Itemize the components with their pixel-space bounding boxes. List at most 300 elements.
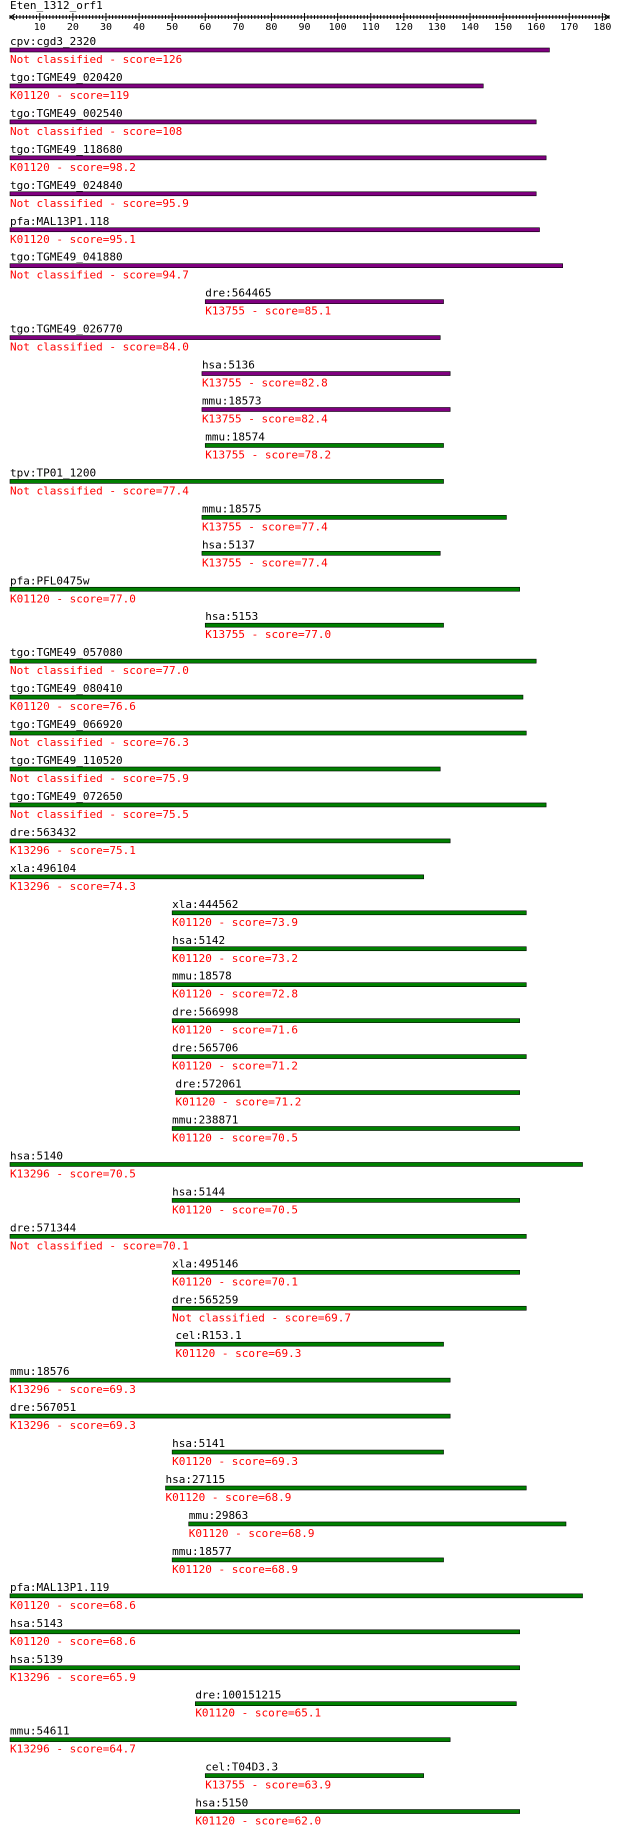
- hit-row: [172, 1185, 519, 1216]
- alignment-bar[interactable]: [172, 983, 526, 987]
- hit-row: [202, 502, 506, 533]
- alignment-bar[interactable]: [10, 1666, 520, 1670]
- alignment-bar[interactable]: [10, 731, 526, 735]
- hit-ko: K01120: [165, 1491, 206, 1504]
- hit-ko: K01120: [172, 1059, 212, 1073]
- hit-ko: K01120: [188, 1526, 229, 1540]
- hit-score-label: [202, 520, 328, 533]
- score-prefix: - score=: [49, 1383, 110, 1397]
- hit-ko: K01120: [175, 1095, 216, 1109]
- hit-ko: Not classified: [10, 664, 103, 678]
- score-prefix: - score=: [241, 556, 302, 570]
- hit-row: [205, 610, 443, 641]
- hit-id[interactable]: hsa:5144: [172, 1185, 226, 1199]
- hit-ko: Not classified: [172, 1311, 265, 1325]
- score-prefix: - score=: [245, 304, 305, 318]
- alignment-bar[interactable]: [10, 1738, 450, 1742]
- hit-score-label: [189, 1527, 315, 1540]
- hit-row: [10, 1653, 520, 1684]
- score-prefix: - score=: [102, 736, 163, 750]
- alignment-bar[interactable]: [10, 264, 563, 268]
- alignment-bar[interactable]: [166, 1486, 527, 1490]
- hit-id[interactable]: hsa:5141: [172, 1437, 226, 1451]
- hit-id[interactable]: mmu:18576: [10, 1365, 70, 1379]
- query-title: Eten_1312_orf1: [10, 0, 103, 12]
- hit-score-label: [205, 1779, 331, 1792]
- hit-ko: K13755: [205, 628, 246, 642]
- hit-score: 68.9: [264, 1491, 292, 1504]
- hit-id[interactable]: tgo:TGME49_020420: [10, 70, 123, 84]
- alignment-bar[interactable]: [10, 228, 540, 232]
- hit-score-label: [202, 377, 328, 390]
- alignment-bar[interactable]: [195, 1810, 519, 1814]
- hit-row: [10, 323, 440, 354]
- hit-score: 77.4: [301, 556, 328, 570]
- score-prefix: - score=: [49, 700, 110, 714]
- hit-id[interactable]: tgo:TGME49_057080: [10, 646, 123, 660]
- hit-id[interactable]: tpv:TP01_1200: [10, 466, 97, 480]
- hit-score: 85.1: [304, 304, 332, 318]
- hit-score: 77.4: [301, 520, 328, 534]
- axis-tick-label: 10: [33, 22, 46, 33]
- hit-id[interactable]: hsa:5142: [172, 933, 226, 947]
- alignment-bar[interactable]: [172, 1055, 526, 1059]
- alignment-bar[interactable]: [10, 1630, 520, 1634]
- hit-id[interactable]: hsa:5153: [205, 610, 259, 624]
- hit-score: 75.9: [162, 772, 189, 785]
- position-axis: [10, 13, 611, 33]
- hit-score: 126: [162, 53, 183, 66]
- axis-tick-label: 30: [99, 22, 112, 33]
- hit-ko: K13755: [205, 304, 246, 318]
- hit-id[interactable]: dre:565706: [172, 1041, 239, 1055]
- axis-tick-label: 170: [560, 22, 579, 33]
- alignment-bar[interactable]: [202, 372, 450, 376]
- hit-id[interactable]: hsa:5140: [10, 1149, 63, 1163]
- hit-score: 77.0: [304, 628, 332, 642]
- score-prefix: - score=: [102, 772, 163, 785]
- alignment-bar[interactable]: [172, 1270, 519, 1274]
- hit-score-label: [10, 269, 189, 282]
- score-prefix: - score=: [211, 1059, 272, 1073]
- hit-id[interactable]: xla:495146: [172, 1257, 239, 1271]
- axis-tick-label: 130: [427, 22, 446, 33]
- score-prefix: - score=: [241, 520, 302, 534]
- hit-score: 69.3: [109, 1383, 136, 1397]
- axis-tick-label: 180: [593, 22, 612, 33]
- hit-ko: K13296: [10, 1383, 50, 1397]
- alignment-bar[interactable]: [10, 1378, 450, 1382]
- alignment-bar[interactable]: [10, 479, 444, 483]
- hit-score-label: [10, 664, 189, 677]
- alignment-bar[interactable]: [10, 839, 450, 843]
- hit-score-label: [205, 628, 331, 641]
- hit-score: 75.1: [109, 843, 136, 857]
- hit-id[interactable]: dre:100151215: [195, 1688, 282, 1702]
- alignment-bar[interactable]: [189, 1522, 566, 1526]
- hit-score-label: [10, 772, 189, 785]
- score-prefix: - score=: [49, 232, 110, 246]
- alignment-bar[interactable]: [10, 587, 520, 591]
- alignment-bar[interactable]: [172, 947, 526, 951]
- hit-id[interactable]: xla:496104: [10, 861, 77, 875]
- hit-score-label: [10, 1599, 136, 1612]
- score-prefix: - score=: [102, 53, 163, 66]
- hit-score-label: [10, 1743, 136, 1756]
- hit-ko: Not classified: [10, 1239, 103, 1253]
- score-prefix: - score=: [241, 376, 302, 390]
- score-prefix: - score=: [215, 1347, 275, 1361]
- alignment-bar[interactable]: [172, 1450, 443, 1454]
- hit-row: [10, 1617, 520, 1648]
- hit-score-label: [10, 1383, 136, 1396]
- hit-row: [202, 538, 440, 569]
- hit-score-label: [10, 1167, 136, 1180]
- score-prefix: - score=: [235, 1706, 295, 1720]
- hit-id[interactable]: dre:572061: [175, 1077, 242, 1091]
- hit-score: 69.3: [274, 1347, 302, 1361]
- hit-id[interactable]: xla:444562: [172, 897, 239, 911]
- hit-ko: K01120: [10, 1598, 50, 1612]
- hit-score: 64.7: [109, 1742, 136, 1756]
- hit-ko: K01120: [172, 1275, 212, 1289]
- hit-row: [172, 898, 526, 929]
- hit-row: [172, 934, 526, 965]
- hit-row: [175, 1329, 443, 1360]
- hit-score: 76.3: [162, 736, 189, 750]
- hit-id[interactable]: hsa:5150: [195, 1796, 249, 1810]
- hit-id[interactable]: pfa:PFL0475w: [10, 574, 90, 588]
- score-prefix: - score=: [49, 843, 110, 857]
- hit-score: 70.5: [271, 1131, 299, 1145]
- alignment-bar[interactable]: [10, 1162, 583, 1166]
- hit-ko: K13755: [205, 1778, 246, 1792]
- alignment-bar[interactable]: [205, 300, 443, 304]
- axis-tick-label: 150: [494, 22, 513, 33]
- score-prefix: - score=: [211, 951, 272, 965]
- alignment-bar[interactable]: [205, 623, 443, 627]
- score-prefix: - score=: [49, 1670, 110, 1684]
- hit-id[interactable]: hsa:5137: [201, 538, 255, 552]
- hit-ko: Not classified: [10, 736, 103, 750]
- axis-tick-label: 160: [527, 22, 546, 33]
- hit-row: [10, 215, 540, 246]
- hit-ko: K13296: [10, 1419, 50, 1433]
- hit-ko: K01120: [10, 232, 50, 246]
- score-prefix: - score=: [241, 412, 302, 426]
- hit-score: 77.0: [162, 664, 189, 678]
- hit-score: 108: [162, 124, 183, 138]
- hit-ko: Not classified: [10, 53, 103, 66]
- hit-score-label: [10, 484, 189, 497]
- hit-id[interactable]: mmu:18573: [201, 394, 262, 408]
- hit-row: [10, 574, 520, 605]
- alignment-bar[interactable]: [10, 48, 549, 52]
- hit-score-label: [172, 1024, 298, 1037]
- alignment-bar[interactable]: [10, 120, 536, 124]
- hit-id[interactable]: dre:565259: [172, 1293, 239, 1307]
- hit-score: 69.3: [271, 1455, 299, 1469]
- hit-id[interactable]: tgo:TGME49_080410: [10, 682, 123, 696]
- hit-id[interactable]: cpv:cgd3_2320: [10, 35, 97, 48]
- hit-score-label: [172, 988, 298, 1001]
- hit-ko: K13296: [10, 843, 50, 857]
- hit-row: [10, 35, 549, 66]
- hit-row: [10, 466, 444, 497]
- hit-row: [172, 1042, 526, 1073]
- hit-ko: K01120: [172, 1023, 212, 1037]
- hit-row: [172, 1545, 443, 1576]
- hit-score-label: [172, 916, 298, 929]
- alignment-bar[interactable]: [202, 551, 440, 555]
- hit-id[interactable]: tgo:TGME49_118680: [10, 142, 123, 156]
- hit-score-label: [172, 1275, 298, 1288]
- hit-row: [172, 1006, 519, 1037]
- hit-score: 71.2: [274, 1095, 302, 1109]
- hit-row: [10, 646, 536, 677]
- score-prefix: - score=: [102, 807, 163, 821]
- alignment-bar[interactable]: [175, 1091, 519, 1095]
- hit-id[interactable]: tgo:TGME49_110520: [10, 754, 123, 767]
- hit-score: 77.0: [109, 592, 136, 606]
- score-prefix: - score=: [49, 88, 110, 102]
- hit-id[interactable]: mmu:18577: [172, 1544, 232, 1558]
- score-prefix: - score=: [102, 1239, 163, 1253]
- hit-id[interactable]: cel:R153.1: [175, 1329, 242, 1343]
- hit-score: 94.7: [162, 268, 189, 282]
- alignment-bar[interactable]: [10, 767, 440, 771]
- hit-id[interactable]: mmu:18574: [205, 430, 265, 444]
- hit-row: [195, 1689, 516, 1720]
- hit-score: 70.5: [109, 1167, 136, 1181]
- hit-row: [10, 1725, 450, 1756]
- score-prefix: - score=: [102, 484, 163, 498]
- hit-score: 65.1: [294, 1706, 322, 1720]
- alignment-bar[interactable]: [10, 1234, 526, 1238]
- score-prefix: - score=: [102, 196, 163, 210]
- hit-id[interactable]: dre:571344: [10, 1221, 77, 1235]
- hit-score-label: [10, 161, 136, 174]
- hit-ko: K01120: [10, 160, 50, 174]
- hit-score: 70.1: [162, 1239, 189, 1253]
- score-prefix: - score=: [49, 592, 110, 606]
- hit-score-label: [205, 448, 331, 461]
- alignment-bar[interactable]: [172, 1198, 519, 1202]
- hit-row: [202, 395, 450, 426]
- alignment-bar[interactable]: [10, 1414, 450, 1418]
- alignment-bar[interactable]: [175, 1342, 443, 1346]
- alignment-bar[interactable]: [10, 875, 424, 879]
- hit-score-label: [10, 89, 129, 102]
- hit-id[interactable]: dre:564465: [205, 286, 272, 300]
- hit-score-label: [10, 592, 136, 605]
- hit-score-label: [166, 1491, 292, 1504]
- hit-id[interactable]: pfa:MAL13P1.119: [10, 1580, 110, 1594]
- hit-row: [166, 1473, 527, 1504]
- hit-score: 77.4: [162, 484, 189, 498]
- hit-score: 65.9: [109, 1670, 136, 1684]
- hit-score-label: [195, 1707, 321, 1720]
- alignment-bar[interactable]: [205, 1774, 423, 1778]
- hit-id[interactable]: hsa:5139: [10, 1652, 63, 1666]
- hit-id[interactable]: mmu:54611: [10, 1724, 70, 1738]
- hit-id[interactable]: dre:566998: [172, 1005, 239, 1019]
- hit-score-label: [172, 1060, 298, 1073]
- score-prefix: - score=: [49, 879, 110, 893]
- score-prefix: - score=: [215, 1095, 275, 1109]
- hit-ko: K13296: [10, 879, 50, 893]
- alignment-bar[interactable]: [202, 408, 450, 412]
- axis-tick-label: 40: [133, 22, 146, 33]
- hit-ko: K01120: [172, 1455, 212, 1469]
- hit-score: 63.9: [304, 1778, 332, 1792]
- alignment-bar[interactable]: [10, 84, 483, 88]
- alignment-bar[interactable]: [195, 1702, 516, 1706]
- hit-ko: Not classified: [10, 484, 103, 498]
- score-prefix: - score=: [211, 1455, 272, 1469]
- alignment-bar[interactable]: [10, 156, 546, 160]
- hit-id[interactable]: tgo:TGME49_002540: [10, 106, 123, 120]
- hit-ko: K01120: [172, 1203, 212, 1217]
- hit-id[interactable]: tgo:TGME49_041880: [10, 250, 123, 264]
- hit-id[interactable]: pfa:MAL13P1.118: [10, 214, 110, 228]
- alignment-bar[interactable]: [10, 803, 546, 807]
- hit-row: [10, 682, 523, 713]
- hit-id[interactable]: tgo:TGME49_066920: [10, 718, 123, 732]
- hit-score: 119: [109, 88, 130, 102]
- score-prefix: - score=: [235, 1814, 295, 1828]
- hit-row: [10, 1149, 583, 1180]
- score-prefix: - score=: [245, 628, 305, 642]
- hit-score: 95.1: [109, 232, 136, 246]
- hit-id[interactable]: tgo:TGME49_072650: [10, 789, 123, 803]
- hit-id[interactable]: hsa:27115: [165, 1473, 226, 1486]
- hit-score: 82.8: [301, 376, 328, 390]
- hit-score: 71.6: [271, 1023, 299, 1037]
- hit-row: [10, 1221, 526, 1252]
- hit-score-label: [10, 341, 189, 354]
- hit-score-label: [10, 1239, 189, 1252]
- alignment-bar[interactable]: [10, 336, 440, 340]
- hit-ko: K13296: [10, 1167, 50, 1181]
- hit-id[interactable]: hsa:5143: [10, 1616, 63, 1630]
- hit-row: [172, 1114, 519, 1145]
- alignment-bar[interactable]: [10, 192, 536, 196]
- hit-row: [10, 1401, 450, 1432]
- hit-ko: Not classified: [10, 196, 103, 210]
- score-prefix: - score=: [102, 124, 163, 138]
- hit-row: [10, 1365, 450, 1396]
- hit-score-label: [10, 808, 189, 821]
- hit-score: 70.5: [271, 1203, 299, 1217]
- hit-score-label: [172, 1311, 351, 1324]
- hit-score-label: [10, 1635, 136, 1648]
- hit-id[interactable]: dre:567051: [10, 1401, 77, 1415]
- hit-score-label: [10, 1419, 136, 1432]
- axis-tick-label: 70: [232, 22, 245, 33]
- hit-score-label: [172, 1563, 298, 1576]
- hit-ko: K01120: [172, 987, 212, 1001]
- score-prefix: - score=: [49, 1634, 110, 1648]
- hit-score: 75.5: [162, 807, 189, 821]
- alignment-bar[interactable]: [10, 695, 523, 699]
- hit-row: [10, 790, 546, 821]
- hit-row: [10, 71, 483, 102]
- hit-score: 84.0: [162, 340, 189, 354]
- hit-score-label: [172, 1132, 298, 1145]
- hit-ko: K01120: [195, 1706, 236, 1720]
- score-prefix: - score=: [211, 915, 272, 929]
- alignment-bar[interactable]: [172, 911, 526, 915]
- hit-ko: K01120: [172, 1562, 212, 1576]
- hit-score: 74.3: [109, 879, 136, 893]
- hit-score: 68.9: [288, 1526, 315, 1540]
- hit-list: [10, 35, 583, 1828]
- hit-ko: K01120: [10, 1634, 50, 1648]
- hit-row: [10, 862, 424, 893]
- axis-tick-label: 50: [166, 22, 179, 33]
- hit-id[interactable]: mmu:238871: [172, 1113, 239, 1127]
- hit-id[interactable]: tgo:TGME49_024840: [10, 178, 123, 192]
- score-prefix: - score=: [211, 1023, 272, 1037]
- hit-score: 70.1: [271, 1275, 299, 1289]
- alignment-bar[interactable]: [205, 443, 443, 447]
- hit-ko: K01120: [172, 915, 212, 929]
- hit-id[interactable]: mmu:18575: [201, 502, 262, 516]
- score-prefix: - score=: [264, 1311, 325, 1325]
- hit-id[interactable]: mmu:29863: [188, 1508, 249, 1522]
- score-prefix: - score=: [245, 1778, 305, 1792]
- hit-ko: K01120: [10, 592, 50, 606]
- hit-score-label: [195, 1815, 321, 1828]
- score-prefix: - score=: [102, 340, 163, 354]
- score-prefix: - score=: [102, 268, 163, 282]
- alignment-bar[interactable]: [172, 1558, 443, 1562]
- alignment-bar[interactable]: [10, 659, 536, 663]
- score-prefix: - score=: [49, 160, 110, 174]
- hit-score: 82.4: [301, 412, 328, 426]
- hit-row: [10, 826, 450, 857]
- alignment-bar[interactable]: [172, 1019, 519, 1023]
- hit-id[interactable]: cel:T04D3.3: [205, 1760, 279, 1774]
- hit-row: [10, 107, 536, 138]
- score-prefix: - score=: [211, 1562, 272, 1576]
- hit-score: 98.2: [109, 160, 136, 174]
- hit-score: 68.6: [109, 1598, 136, 1612]
- hit-row: [10, 143, 546, 174]
- hit-id[interactable]: dre:563432: [10, 825, 77, 839]
- hit-id[interactable]: hsa:5136: [201, 358, 255, 372]
- hit-ko: K01120: [175, 1347, 216, 1361]
- hit-row: [175, 1078, 519, 1109]
- hit-score: 71.2: [271, 1059, 299, 1073]
- alignment-bar[interactable]: [172, 1127, 519, 1131]
- hit-ko: K13755: [201, 520, 242, 534]
- hit-score: 73.2: [271, 951, 299, 965]
- hit-ko: K01120: [10, 88, 50, 102]
- score-prefix: - score=: [211, 1203, 272, 1217]
- hit-ko: K13755: [201, 412, 242, 426]
- hit-row: [10, 251, 563, 282]
- hit-row: [202, 359, 450, 390]
- hit-ko: K01120: [172, 1131, 212, 1145]
- alignment-bar[interactable]: [172, 1306, 526, 1310]
- score-prefix: - score=: [211, 1275, 272, 1289]
- alignment-bar[interactable]: [10, 1594, 583, 1598]
- hit-id[interactable]: mmu:18578: [172, 969, 232, 983]
- hit-id[interactable]: tgo:TGME49_026770: [10, 322, 123, 336]
- alignment-bar[interactable]: [202, 515, 506, 519]
